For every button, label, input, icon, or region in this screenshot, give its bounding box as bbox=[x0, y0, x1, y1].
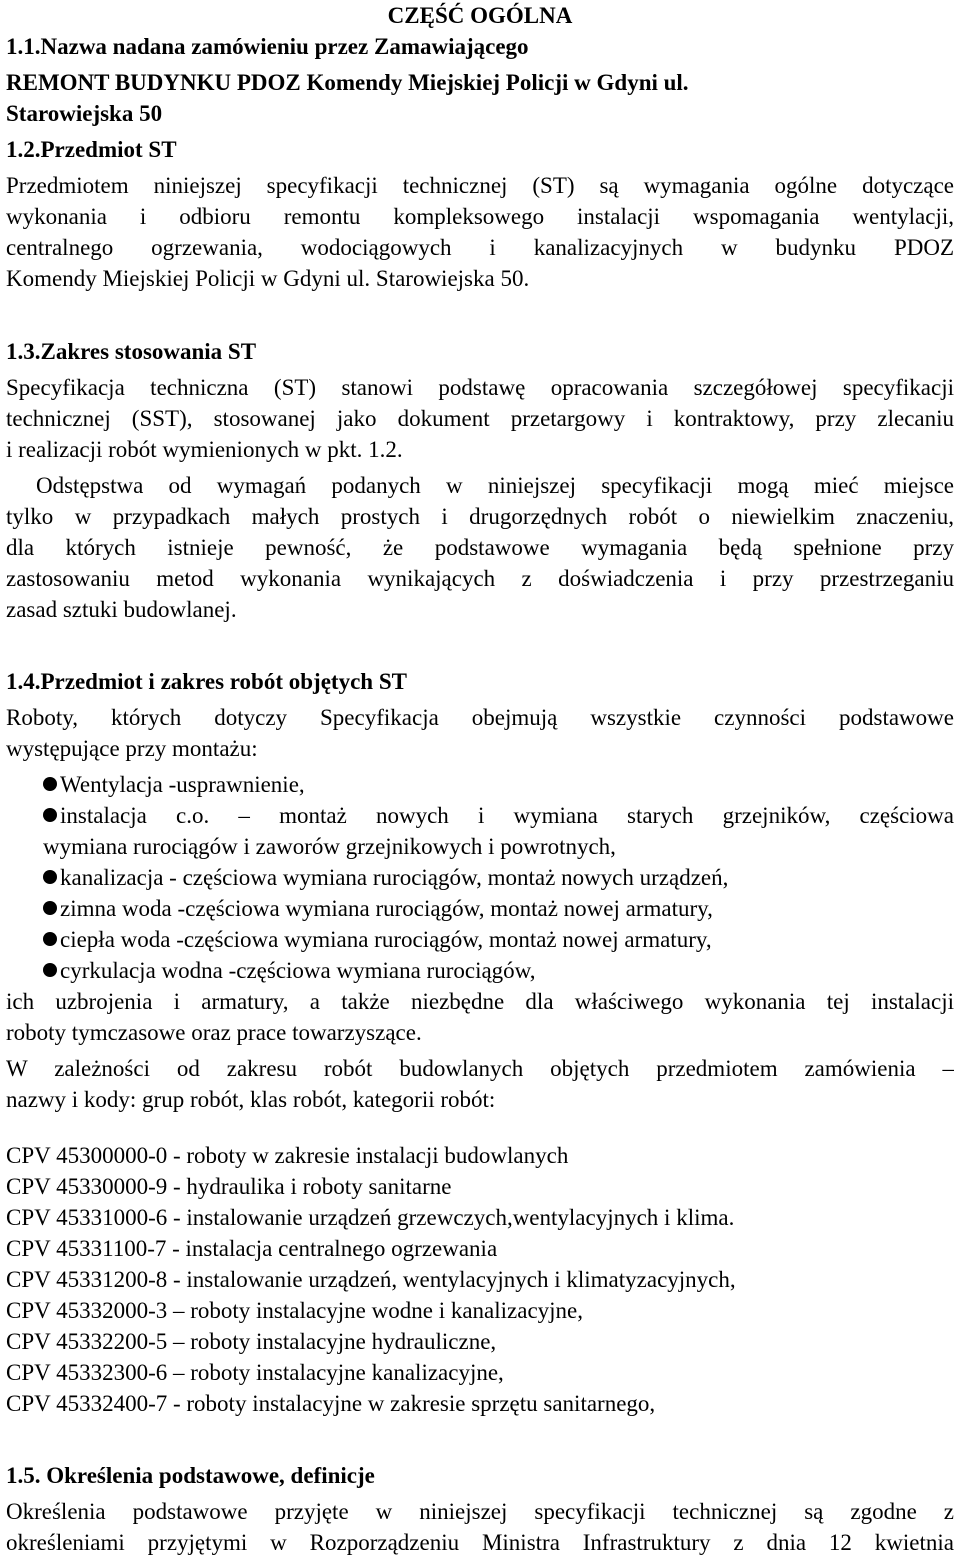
paragraph-line: centralnego ogrzewania, wodociągowych i kanalizacyjnych w budynku PDOZ bbox=[6, 235, 954, 260]
cpv-code-line: CPV 45332400-7 - roboty instalacyjne w zakresie sprzętu sanitarnego, bbox=[6, 1391, 656, 1416]
bullet-icon bbox=[43, 932, 57, 946]
list-item-continuation: wymiana rurociągów i zaworów grzejnikowych i powrotnych, bbox=[43, 834, 616, 859]
paragraph-line: Roboty, których dotyczy Specyfikacja obejmują wszystkie czynności podstawowe bbox=[6, 705, 954, 730]
cpv-code-line: CPV 45332300-6 – roboty instalacyjne kanalizacyjne, bbox=[6, 1360, 504, 1385]
cpv-code-line: CPV 45331000-6 - instalowanie urządzeń grzewczych,wentylacyjnych i klima. bbox=[6, 1205, 735, 1230]
paragraph-line: roboty tymczasowe oraz prace towarzyszące. bbox=[6, 1020, 422, 1045]
section-1-4-title: 1.4.Przedmiot i zakres robót objętych ST bbox=[6, 669, 407, 694]
cpv-code-line: CPV 45332200-5 – roboty instalacyjne hydrauliczne, bbox=[6, 1329, 497, 1354]
paragraph-line: Określenia podstawowe przyjęte w niniejszej specyfikacji technicznej są zgodne z bbox=[6, 1499, 954, 1524]
section-1-1-line: REMONT BUDYNKU PDOZ Komendy Miejskiej Policji w Gdyni ul. bbox=[6, 70, 689, 95]
section-1-1-title: 1.1.Nazwa nadana zamówieniu przez Zamawiającego bbox=[6, 34, 529, 59]
cpv-code-line: CPV 45331200-8 - instalowanie urządzeń, wentylacyjnych i klimatyzacyjnych, bbox=[6, 1267, 736, 1292]
paragraph-line: określeniami przyjętymi w Rozporządzeniu Ministra Infrastruktury z dnia 12 kwietnia bbox=[6, 1530, 954, 1555]
paragraph-line: zastosowaniu metod wykonania wynikających z doświadczenia i przy przestrzeganiu bbox=[6, 566, 954, 591]
paragraph-line: Komendy Miejskiej Policji w Gdyni ul. Starowiejska 50. bbox=[6, 266, 530, 291]
paragraph-line: nazwy i kody: grup robót, klas robót, kategorii robót: bbox=[6, 1087, 496, 1112]
bullet-icon bbox=[43, 901, 57, 915]
paragraph-line: W zależności od zakresu robót budowlanych objętych przedmiotem zamówienia – bbox=[6, 1056, 954, 1081]
paragraph-line: występujące przy montażu: bbox=[6, 736, 258, 761]
cpv-code-line: CPV 45332000-3 – roboty instalacyjne wodne i kanalizacyjne, bbox=[6, 1298, 584, 1323]
paragraph-line: ich uzbrojenia i armatury, a także niezbędne dla właściwego wykonania tej instalacji bbox=[6, 989, 954, 1014]
paragraph-line: Specyfikacja techniczna (ST) stanowi podstawę opracowania szczegółowej specyfikacji bbox=[6, 375, 954, 400]
list-item: cyrkulacja wodna -częściowa wymiana rurociągów, bbox=[43, 955, 536, 986]
list-item: zimna woda -częściowa wymiana rurociągów, montaż nowej armatury, bbox=[43, 893, 713, 924]
bullet-icon bbox=[43, 870, 57, 884]
list-item: ciepła woda -częściowa wymiana rurociągów, montaż nowej armatury, bbox=[43, 924, 712, 955]
list-item: instalacja c.o. – montaż nowych i wymiana starych grzejników, częściowa bbox=[43, 800, 954, 831]
section-1-2-title: 1.2.Przedmiot ST bbox=[6, 137, 177, 162]
cpv-code-line: CPV 45331100-7 - instalacja centralnego ogrzewania bbox=[6, 1236, 498, 1261]
paragraph-line: Przedmiotem niniejszej specyfikacji technicznej (ST) są wymagania ogólne dotyczące bbox=[6, 173, 954, 198]
section-1-1-line: Starowiejska 50 bbox=[6, 101, 163, 126]
bullet-icon bbox=[43, 808, 57, 822]
bullet-icon bbox=[43, 963, 57, 977]
bullet-icon bbox=[43, 777, 57, 791]
paragraph-line: technicznej (SST), stosowanej jako dokument przetargowy i kontraktowy, przy zlecaniu bbox=[6, 406, 954, 431]
paragraph-line: Odstępstwa od wymagań podanych w niniejszej specyfikacji mogą mieć miejsce bbox=[36, 473, 954, 498]
cpv-code-line: CPV 45300000-0 - roboty w zakresie instalacji budowlanych bbox=[6, 1143, 569, 1168]
paragraph-line: i realizacji robót wymienionych w pkt. 1.2. bbox=[6, 437, 403, 462]
paragraph-line: tylko w przypadkach małych prostych i drugorzędnych robót o niewielkim znaczeniu, bbox=[6, 504, 954, 529]
paragraph-line: zasad sztuki budowlanej. bbox=[6, 597, 237, 622]
list-item: kanalizacja - częściowa wymiana rurociągów, montaż nowych urządzeń, bbox=[43, 862, 728, 893]
section-1-5-title: 1.5. Określenia podstawowe, definicje bbox=[6, 1463, 375, 1488]
document-heading: CZĘŚĆ OGÓLNA bbox=[387, 3, 573, 28]
section-1-3-title: 1.3.Zakres stosowania ST bbox=[6, 339, 257, 364]
paragraph-line: wykonania i odbioru remontu kompleksowego instalacji wspomagania wentylacji, bbox=[6, 204, 954, 229]
cpv-code-line: CPV 45330000-9 - hydraulika i roboty sanitarne bbox=[6, 1174, 452, 1199]
list-item: Wentylacja -usprawnienie, bbox=[43, 769, 305, 800]
paragraph-line: dla których istnieje pewność, że podstawowe wymagania będą spełnione przy bbox=[6, 535, 954, 560]
